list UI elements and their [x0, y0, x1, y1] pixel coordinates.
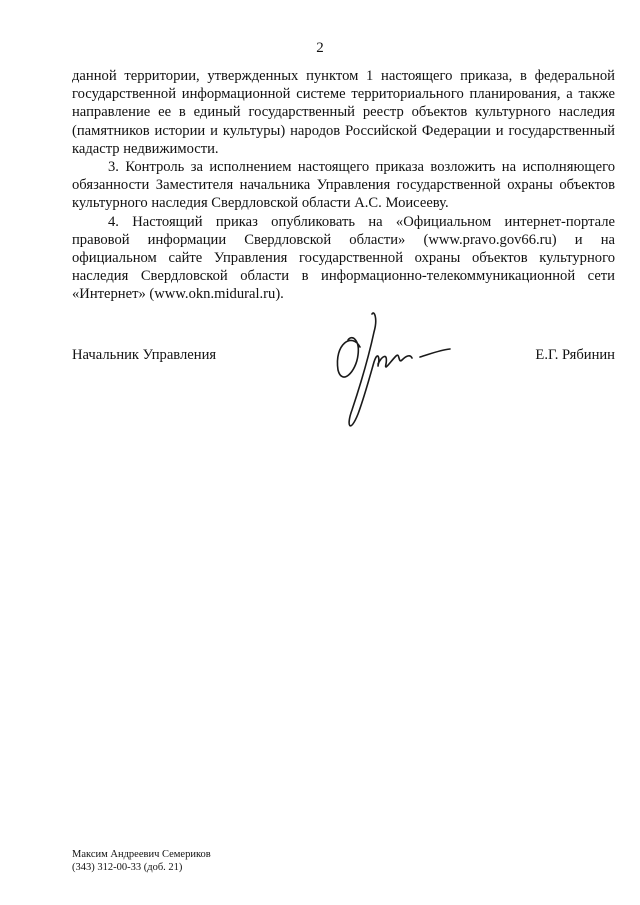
executor-name: Максим Андреевич Семериков: [72, 849, 211, 860]
page-number: 2: [316, 40, 324, 56]
paragraph-continuation: данной территории, утвержденных пунктом 1 настоящего приказа, в федеральной государственной информационной системе территориального планирования, а также направление ее в единый государственный реестр объектов культурного наследия (памятников истории и культуры) народов Российской Федерации и государственный кадастр недвижимости.: [72, 68, 615, 157]
document-body: [72, 67, 615, 304]
handwritten-signature: [316, 300, 456, 450]
signer-name: Е.Г. Рябинин: [535, 347, 615, 363]
paragraph-3-control: 3. Контроль за исполнением настоящего приказа возложить на исполняющего обязанности Заместителя начальника Управления государственной охраны объектов культурного наследия Свердловской области А.С. Моисееву.: [72, 159, 615, 212]
paragraph-4-publication: 4. Настоящий приказ опубликовать на «Официальном интернет-портале правовой информации Свердловской области» (www.pravo.gov66.ru) и на официальном сайте Управления государственной охраны объектов культурного наследия Свердловской области в информационно-телекоммуникационной сети «Интернет» (www.okn.midural.ru).: [72, 213, 615, 303]
position-title: Начальник Управления: [72, 347, 217, 363]
executor-info: [72, 848, 211, 874]
executor-phone: (343) 312-00-33 (доб. 21): [72, 862, 183, 873]
